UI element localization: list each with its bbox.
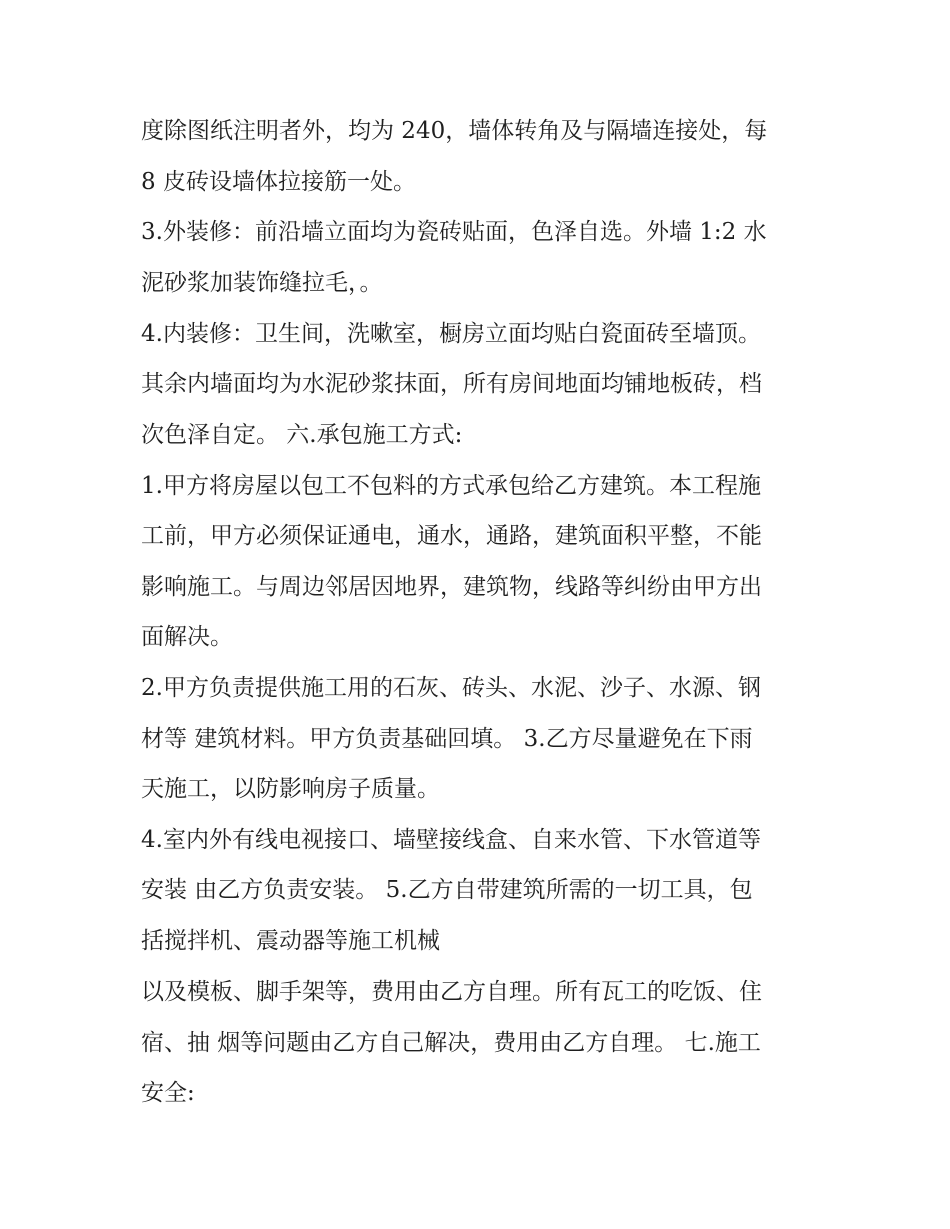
text-line: 其余内墙面均为水泥砂浆抹面，所有房间地面均铺地板砖，档 <box>141 371 762 397</box>
text-line: 1.甲方将房屋以包工不包料的方式承包给乙方建筑。本工程施 <box>141 473 761 499</box>
text-line: 天施工，以防影响房子质量。 <box>141 776 440 802</box>
text-line: 4.室内外有线电视接口、墙壁接线盒、自来水管、下水管道等 <box>141 827 761 853</box>
text-line: 4.内装修：卫生间，洗嗽室，橱房立面均贴白瓷面砖至墙顶。 <box>141 321 761 347</box>
text-line: 安装 由乙方负责安装。 5.乙方自带建筑所需的一切工具，包 <box>141 877 753 903</box>
text-line: 次色泽自定。 六.承包施工方式: <box>141 422 463 448</box>
text-line: 面解决。 <box>141 624 233 650</box>
text-line: 泥砂浆加装饰缝拉毛，。 <box>141 270 383 296</box>
text-line: 8 皮砖设墙体拉接筋一处。 <box>141 169 416 195</box>
text-line: 以及模板、脚手架等，费用由乙方自理。所有瓦工的吃饭、住 <box>141 979 762 1005</box>
text-line: 安全: <box>141 1080 195 1106</box>
text-line: 括搅拌机、震动器等施工机械 <box>141 928 440 954</box>
text-line: 3.外装修：前沿墙立面均为瓷砖贴面，色泽自选。外墙 1:2 水 <box>141 219 767 245</box>
text-line: 2.甲方负责提供施工用的石灰、砖头、水泥、沙子、水源、钢 <box>141 675 761 701</box>
text-line: 影响施工。与周边邻居因地界，建筑物，线路等纠纷由甲方出 <box>141 574 762 600</box>
text-line: 工前，甲方必须保证通电，通水，通路，建筑面积平整，不能 <box>141 523 762 549</box>
text-line: 材等 建筑材料。甲方负责基础回填。 3.乙方尽量避免在下雨 <box>141 726 753 752</box>
text-line: 宿、抽 烟等问题由乙方自己解决，费用由乙方自理。 七.施工 <box>141 1030 761 1056</box>
text-line: 度除图纸注明者外，均为 240，墙体转角及与隔墙连接处，每 <box>141 118 768 144</box>
